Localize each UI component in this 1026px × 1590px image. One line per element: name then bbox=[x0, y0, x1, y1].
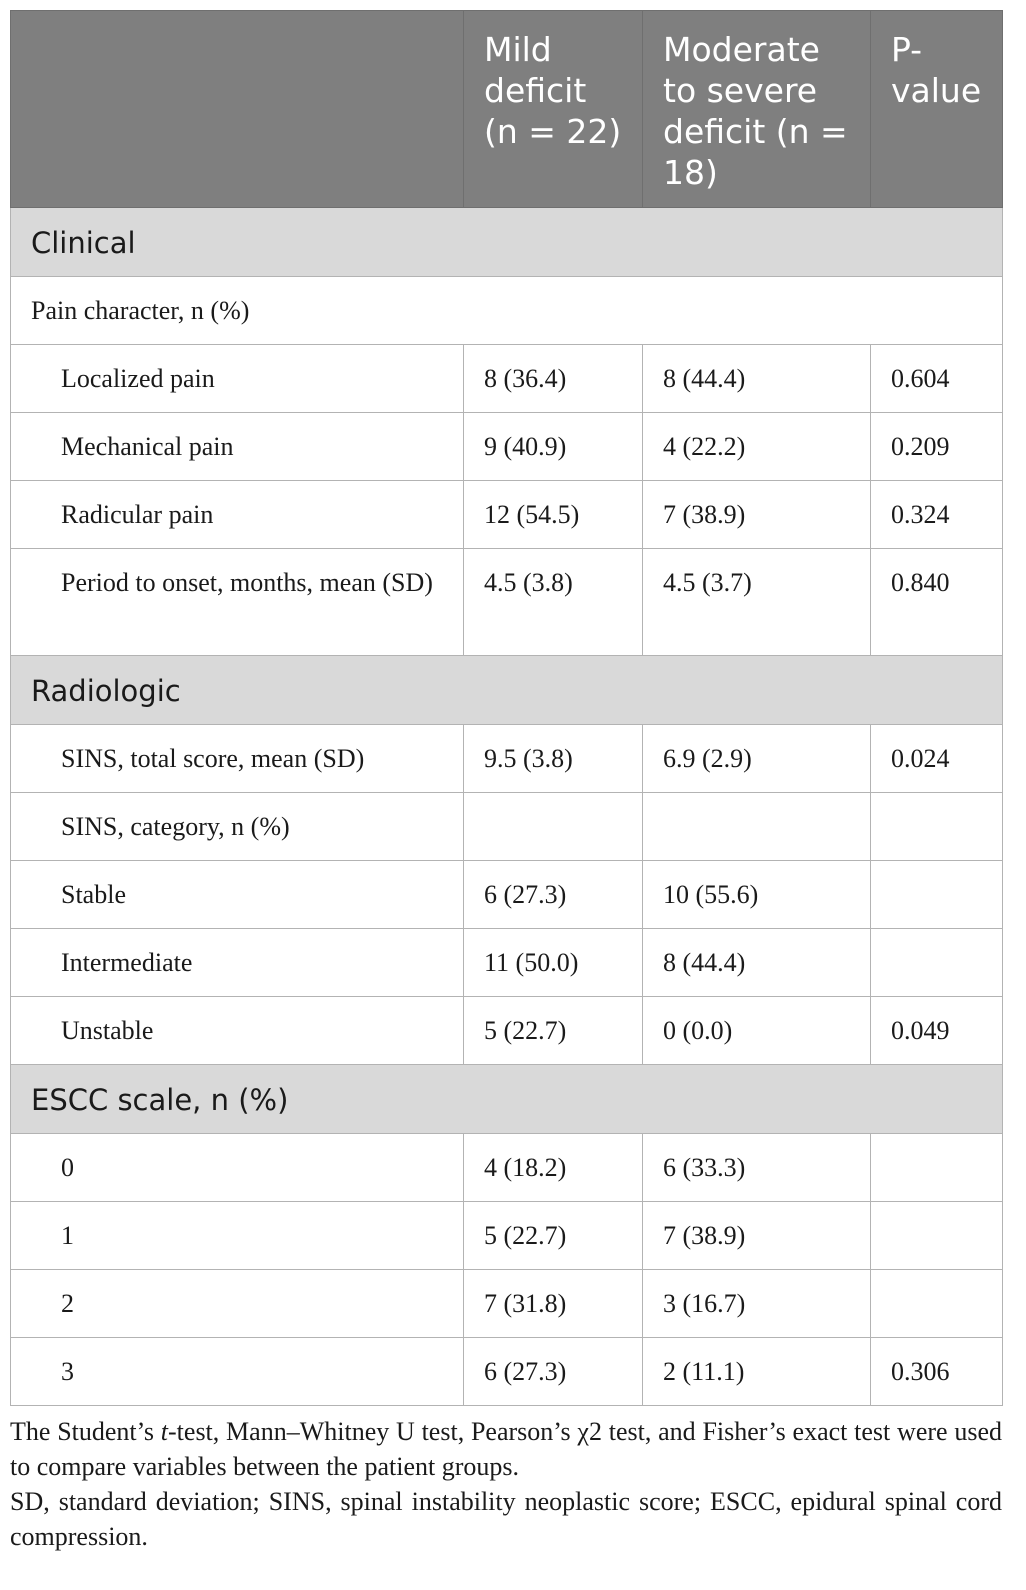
table-row bbox=[11, 277, 1003, 345]
cell-mild bbox=[464, 793, 643, 861]
cell-mild: 9.5 (3.8) bbox=[464, 725, 643, 793]
cell-mild: 4 (18.2) bbox=[464, 1134, 643, 1202]
header-row bbox=[11, 11, 1003, 208]
cell-mild: 4.5 (3.8) bbox=[464, 549, 643, 656]
cell-moderate: 0 (0.0) bbox=[643, 997, 871, 1065]
footnote-tests bbox=[10, 1414, 1002, 1484]
cell-moderate: 6.9 (2.9) bbox=[643, 725, 871, 793]
section-row bbox=[11, 656, 1003, 725]
cell-p-value: 0.324 bbox=[871, 481, 1003, 549]
cell-p-value: 0.024 bbox=[871, 725, 1003, 793]
footnote-text: -test, Mann–Whitney U test, Pearson’s χ2 test, and Fisher’s exact test were used to compare variables between the patient groups. bbox=[10, 1417, 1002, 1481]
cell-p-value bbox=[871, 1270, 1003, 1338]
footnote-abbreviations: SD, standard deviation; SINS, spinal instability neoplastic score; ESCC, epidural spinal cord compression. bbox=[10, 1487, 1002, 1551]
table-row bbox=[11, 549, 1003, 656]
table-row bbox=[11, 793, 1003, 861]
cell-p-value bbox=[871, 861, 1003, 929]
table-row bbox=[11, 481, 1003, 549]
table-row bbox=[11, 1134, 1003, 1202]
section-clinical: Clinical bbox=[11, 208, 1003, 277]
table-row bbox=[11, 345, 1003, 413]
table-row bbox=[11, 929, 1003, 997]
cell-mild: 12 (54.5) bbox=[464, 481, 643, 549]
section-row bbox=[11, 1065, 1003, 1134]
cell-p-value: 0.049 bbox=[871, 997, 1003, 1065]
section-row bbox=[11, 208, 1003, 277]
cell-moderate: 3 (16.7) bbox=[643, 1270, 871, 1338]
table-row bbox=[11, 1202, 1003, 1270]
table-row bbox=[11, 725, 1003, 793]
table-row bbox=[11, 413, 1003, 481]
table-row bbox=[11, 1270, 1003, 1338]
cell-p-value: 0.306 bbox=[871, 1338, 1003, 1406]
row-label: Radicular pain bbox=[11, 481, 464, 549]
cell-moderate: 8 (44.4) bbox=[643, 929, 871, 997]
footnote-italic-t: t bbox=[160, 1417, 169, 1446]
cell-p-value: 0.604 bbox=[871, 345, 1003, 413]
section-radiologic: Radiologic bbox=[11, 656, 1003, 725]
cell-mild: 5 (22.7) bbox=[464, 997, 643, 1065]
table-row bbox=[11, 997, 1003, 1065]
cell-p-value bbox=[871, 793, 1003, 861]
row-label: 1 bbox=[11, 1202, 464, 1270]
table-container bbox=[10, 10, 1002, 1554]
row-label: Pain character, n (%) bbox=[11, 277, 1003, 345]
cell-mild: 7 (31.8) bbox=[464, 1270, 643, 1338]
row-label: Period to onset, months, mean (SD) bbox=[11, 549, 464, 656]
cell-mild: 9 (40.9) bbox=[464, 413, 643, 481]
cell-mild: 6 (27.3) bbox=[464, 1338, 643, 1406]
row-label: 2 bbox=[11, 1270, 464, 1338]
cell-p-value: 0.840 bbox=[871, 549, 1003, 656]
cell-moderate bbox=[643, 793, 871, 861]
cell-moderate: 10 (55.6) bbox=[643, 861, 871, 929]
cell-p-value bbox=[871, 1134, 1003, 1202]
cell-moderate: 2 (11.1) bbox=[643, 1338, 871, 1406]
cell-mild: 5 (22.7) bbox=[464, 1202, 643, 1270]
row-label: SINS, category, n (%) bbox=[11, 793, 464, 861]
cell-p-value bbox=[871, 1202, 1003, 1270]
cell-moderate: 4 (22.2) bbox=[643, 413, 871, 481]
cell-moderate: 8 (44.4) bbox=[643, 345, 871, 413]
table-footnote bbox=[10, 1414, 1002, 1554]
row-label: 3 bbox=[11, 1338, 464, 1406]
cell-moderate: 7 (38.9) bbox=[643, 481, 871, 549]
footnote-text: The Student’s bbox=[10, 1417, 161, 1446]
row-label: Intermediate bbox=[11, 929, 464, 997]
row-label: Unstable bbox=[11, 997, 464, 1065]
cell-moderate: 7 (38.9) bbox=[643, 1202, 871, 1270]
cell-moderate: 4.5 (3.7) bbox=[643, 549, 871, 656]
table-row bbox=[11, 861, 1003, 929]
cell-p-value bbox=[871, 929, 1003, 997]
row-label: Stable bbox=[11, 861, 464, 929]
cell-mild: 8 (36.4) bbox=[464, 345, 643, 413]
row-label: Localized pain bbox=[11, 345, 464, 413]
table-row bbox=[11, 1338, 1003, 1406]
section-escc: ESCC scale, n (%) bbox=[11, 1065, 1003, 1134]
cell-moderate: 6 (33.3) bbox=[643, 1134, 871, 1202]
row-label: 0 bbox=[11, 1134, 464, 1202]
data-table bbox=[10, 10, 1003, 1406]
cell-p-value: 0.209 bbox=[871, 413, 1003, 481]
header-mild-deficit: Mild deficit (n = 22) bbox=[464, 11, 643, 208]
row-label: Mechanical pain bbox=[11, 413, 464, 481]
header-empty bbox=[11, 11, 464, 208]
header-p-value: P-value bbox=[871, 11, 1003, 208]
header-moderate-severe-deficit: Moderate to severe deficit (n = 18) bbox=[643, 11, 871, 208]
cell-mild: 6 (27.3) bbox=[464, 861, 643, 929]
cell-mild: 11 (50.0) bbox=[464, 929, 643, 997]
row-label: SINS, total score, mean (SD) bbox=[11, 725, 464, 793]
